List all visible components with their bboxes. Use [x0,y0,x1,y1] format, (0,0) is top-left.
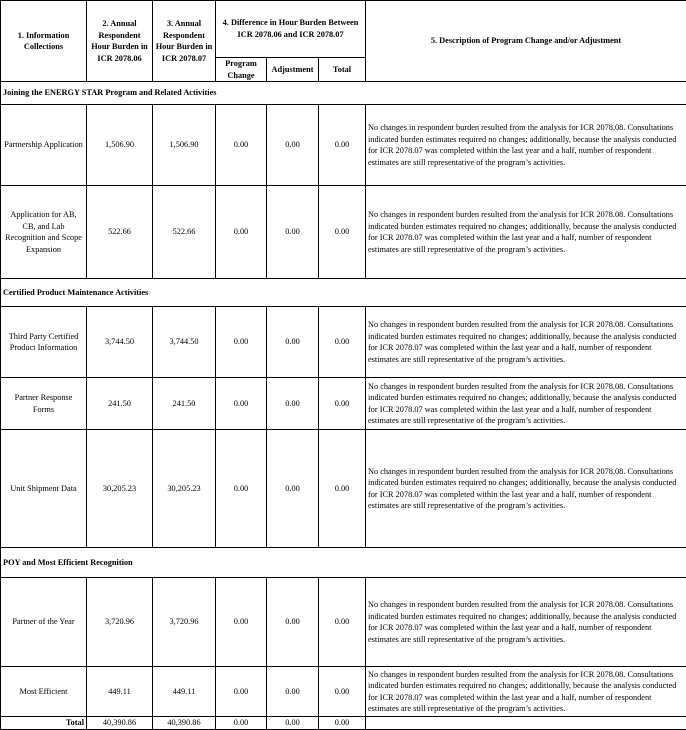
icr07-value: 30,205.23 [153,430,216,548]
adjustment-value: 0.00 [267,578,319,667]
program-change-value: 0.00 [216,430,267,548]
icr07-value: 3,720.96 [153,578,216,667]
adjustment-value: 0.00 [267,105,319,186]
icr07-value: 449.11 [153,667,216,717]
total-value: 0.00 [319,378,366,430]
description-text: No changes in respondent burden resulted from the analysis for ICR 2078.08. Consultations indicated burden estimates required no changes; additionally, because the analysis conducted for ICR 2078.07 was completed within the last year and a half, number of respondent estimates are still representative of the program’s activities. [366,307,686,378]
table-row [1,307,686,378]
icr06-value: 241.50 [87,378,153,430]
header-adjustment: Adjustment [267,58,319,82]
description-text: No changes in respondent burden resulted from the analysis for ICR 2078.08. Consultations indicated burden estimates required no changes; additionally, because the analysis conducted for ICR 2078.07 was completed within the last year and a half, number of respondent estimates are still representative of the program’s activities. [366,667,686,717]
icr06-value: 30,205.23 [87,430,153,548]
total-value: 0.00 [319,307,366,378]
description-text: No changes in respondent burden resulted from the analysis for ICR 2078.08. Consultations indicated burden estimates required no changes; additionally, because the analysis conducted for ICR 2078.07 was completed within the last year and a half, number of respondent estimates are still representative of the program’s activities. [366,105,686,186]
program-change-value: 0.00 [216,105,267,186]
total-label: Total [1,717,87,730]
header-information-collections: 1. Information Collections [1,1,87,82]
icr06-value: 3,744.50 [87,307,153,378]
header-program-change: Program Change [216,58,267,82]
header-description: 5. Description of Program Change and/or Adjustment [366,1,686,82]
total-adjustment: 0.00 [267,717,319,730]
total-value: 0.00 [319,105,366,186]
collection-name: Partner Response Forms [1,378,87,430]
description-text: No changes in respondent burden resulted from the analysis for ICR 2078.08. Consultations indicated burden estimates required no changes; additionally, because the analysis conducted for ICR 2078.07 was completed within the last year and a half, number of respondent estimates are still representative of the program’s activities. [366,430,686,548]
header-icr-2078-06: 2. Annual Respondent Hour Burden in ICR 2078.06 [87,1,153,82]
section-row [1,279,686,307]
table-row [1,378,686,430]
collection-name: Most Efficient [1,667,87,717]
section-row [1,548,686,578]
total-total: 0.00 [319,717,366,730]
collection-name: Application for AB, CB, and Lab Recognition and Scope Expansion [1,186,87,279]
total-value: 0.00 [319,430,366,548]
adjustment-value: 0.00 [267,378,319,430]
icr06-value: 3,720.96 [87,578,153,667]
icr07-value: 1,506.90 [153,105,216,186]
total-value: 0.00 [319,186,366,279]
program-change-value: 0.00 [216,667,267,717]
icr07-value: 241.50 [153,378,216,430]
collection-name: Partnership Application [1,105,87,186]
adjustment-value: 0.00 [267,186,319,279]
program-change-value: 0.00 [216,578,267,667]
header-difference: 4. Difference in Hour Burden Between ICR 2078.06 and ICR 2078.07 [216,1,366,58]
section-title: Joining the ENERGY STAR Program and Related Activities [1,82,686,105]
section-row [1,82,686,105]
header-icr-2078-07: 3. Annual Respondent Hour Burden in ICR 2078.07 [153,1,216,82]
icr07-value: 3,744.50 [153,307,216,378]
program-change-value: 0.00 [216,186,267,279]
adjustment-value: 0.00 [267,667,319,717]
adjustment-value: 0.00 [267,430,319,548]
adjustment-value: 0.00 [267,307,319,378]
program-change-value: 0.00 [216,307,267,378]
icr07-value: 522.66 [153,186,216,279]
description-text: No changes in respondent burden resulted from the analysis for ICR 2078.08. Consultations indicated burden estimates required no changes; additionally, because the analysis conducted for ICR 2078.07 was completed within the last year and a half, number of respondent estimates are still representative of the program’s activities. [366,578,686,667]
description-text: No changes in respondent burden resulted from the analysis for ICR 2078.08. Consultations indicated burden estimates required no changes; additionally, because the analysis conducted for ICR 2078.07 was completed within the last year and a half, number of respondent estimates are still representative of the program’s activities. [366,378,686,430]
table-row [1,430,686,548]
header-total: Total [319,58,366,82]
total-value: 0.00 [319,578,366,667]
icr06-value: 522.66 [87,186,153,279]
section-title: POY and Most Efficient Recognition [1,548,686,578]
total-description-blank [366,717,686,730]
icr06-value: 449.11 [87,667,153,717]
total-program-change: 0.00 [216,717,267,730]
collection-name: Unit Shipment Data [1,430,87,548]
table-row [1,667,686,717]
table-row [1,105,686,186]
table-row [1,578,686,667]
total-value: 0.00 [319,667,366,717]
total-row [1,717,686,730]
total-icr07: 40,390.86 [153,717,216,730]
collection-name: Partner of the Year [1,578,87,667]
section-title: Certified Product Maintenance Activities [1,279,686,307]
description-text: No changes in respondent burden resulted from the analysis for ICR 2078.08. Consultations indicated burden estimates required no changes; additionally, because the analysis conducted for ICR 2078.07 was completed within the last year and a half, number of respondent estimates are still representative of the program’s activities. [366,186,686,279]
program-change-value: 0.00 [216,378,267,430]
table-row [1,186,686,279]
collection-name: Third Party Certified Product Information [1,307,87,378]
total-icr06: 40,390.86 [87,717,153,730]
icr06-value: 1,506.90 [87,105,153,186]
